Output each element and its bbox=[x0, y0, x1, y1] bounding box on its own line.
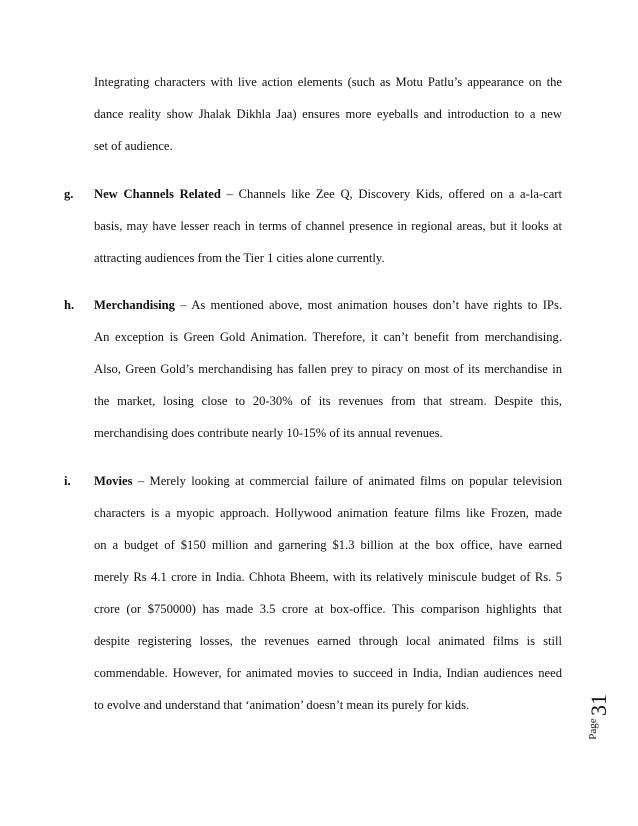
item-line: merchandising does contribute nearly 10-15% of its annual revenues. bbox=[94, 426, 443, 440]
item-line: commendable. However, for animated movies to succeed in India, Indian audiences need bbox=[94, 666, 562, 680]
page-number-box bbox=[588, 693, 618, 757]
item-line: merely Rs 4.1 crore in India. Chhota Bheem, with its relatively miniscule budget of Rs. 5 bbox=[94, 570, 562, 584]
intro-line: Integrating characters with live action elements (such as Motu Patlu’s appearance on the bbox=[94, 75, 562, 89]
item-line: attracting audiences from the Tier 1 cities alone currently. bbox=[94, 251, 385, 265]
item-line: the market, losing close to 20-30% of its revenues from that stream. Despite this, bbox=[94, 394, 562, 408]
page-number: 31 bbox=[586, 694, 611, 716]
item-text: – As mentioned above, most animation houses don’t have rights to IPs. bbox=[174, 298, 562, 312]
list-marker: g. bbox=[64, 187, 74, 201]
item-line: Also, Green Gold’s merchandising has fallen prey to piracy on most of its merchandise in bbox=[94, 362, 562, 376]
item-text: – Channels like Zee Q, Discovery Kids, offered on a a-la-cart bbox=[220, 187, 562, 201]
item-line: basis, may have lesser reach in terms of channel presence in regional areas, but it looks at bbox=[94, 219, 562, 233]
page-label: Page bbox=[587, 718, 599, 740]
item-line bbox=[94, 186, 562, 202]
item-text: – Merely looking at commercial failure of animated films on popular television bbox=[132, 474, 562, 488]
list-marker: h. bbox=[64, 298, 75, 312]
intro-line: set of audience. bbox=[94, 139, 173, 153]
item-line bbox=[94, 473, 562, 489]
item-heading: Movies bbox=[94, 474, 133, 488]
item-heading: Merchandising bbox=[94, 298, 175, 312]
item-line: to evolve and understand that ‘animation’ doesn’t mean its purely for kids. bbox=[94, 698, 470, 712]
item-line: An exception is Green Gold Animation. Therefore, it can’t benefit from merchandising. bbox=[94, 330, 562, 344]
item-line: on a budget of $150 million and garnering $1.3 billion at the box office, have earned bbox=[94, 538, 562, 552]
item-line: characters is a myopic approach. Hollywood animation feature films like Frozen, made bbox=[94, 506, 562, 520]
item-line: crore (or $750000) has made 3.5 crore at box-office. This comparison highlights that bbox=[94, 602, 562, 616]
item-line bbox=[94, 297, 562, 313]
intro-line: dance reality show Jhalak Dikhla Jaa) ensures more eyeballs and introduction to a new bbox=[94, 107, 562, 121]
list-marker: i. bbox=[64, 474, 71, 488]
item-line: despite registering losses, the revenues earned through local animated films is still bbox=[94, 634, 562, 648]
item-heading: New Channels Related bbox=[94, 187, 221, 201]
